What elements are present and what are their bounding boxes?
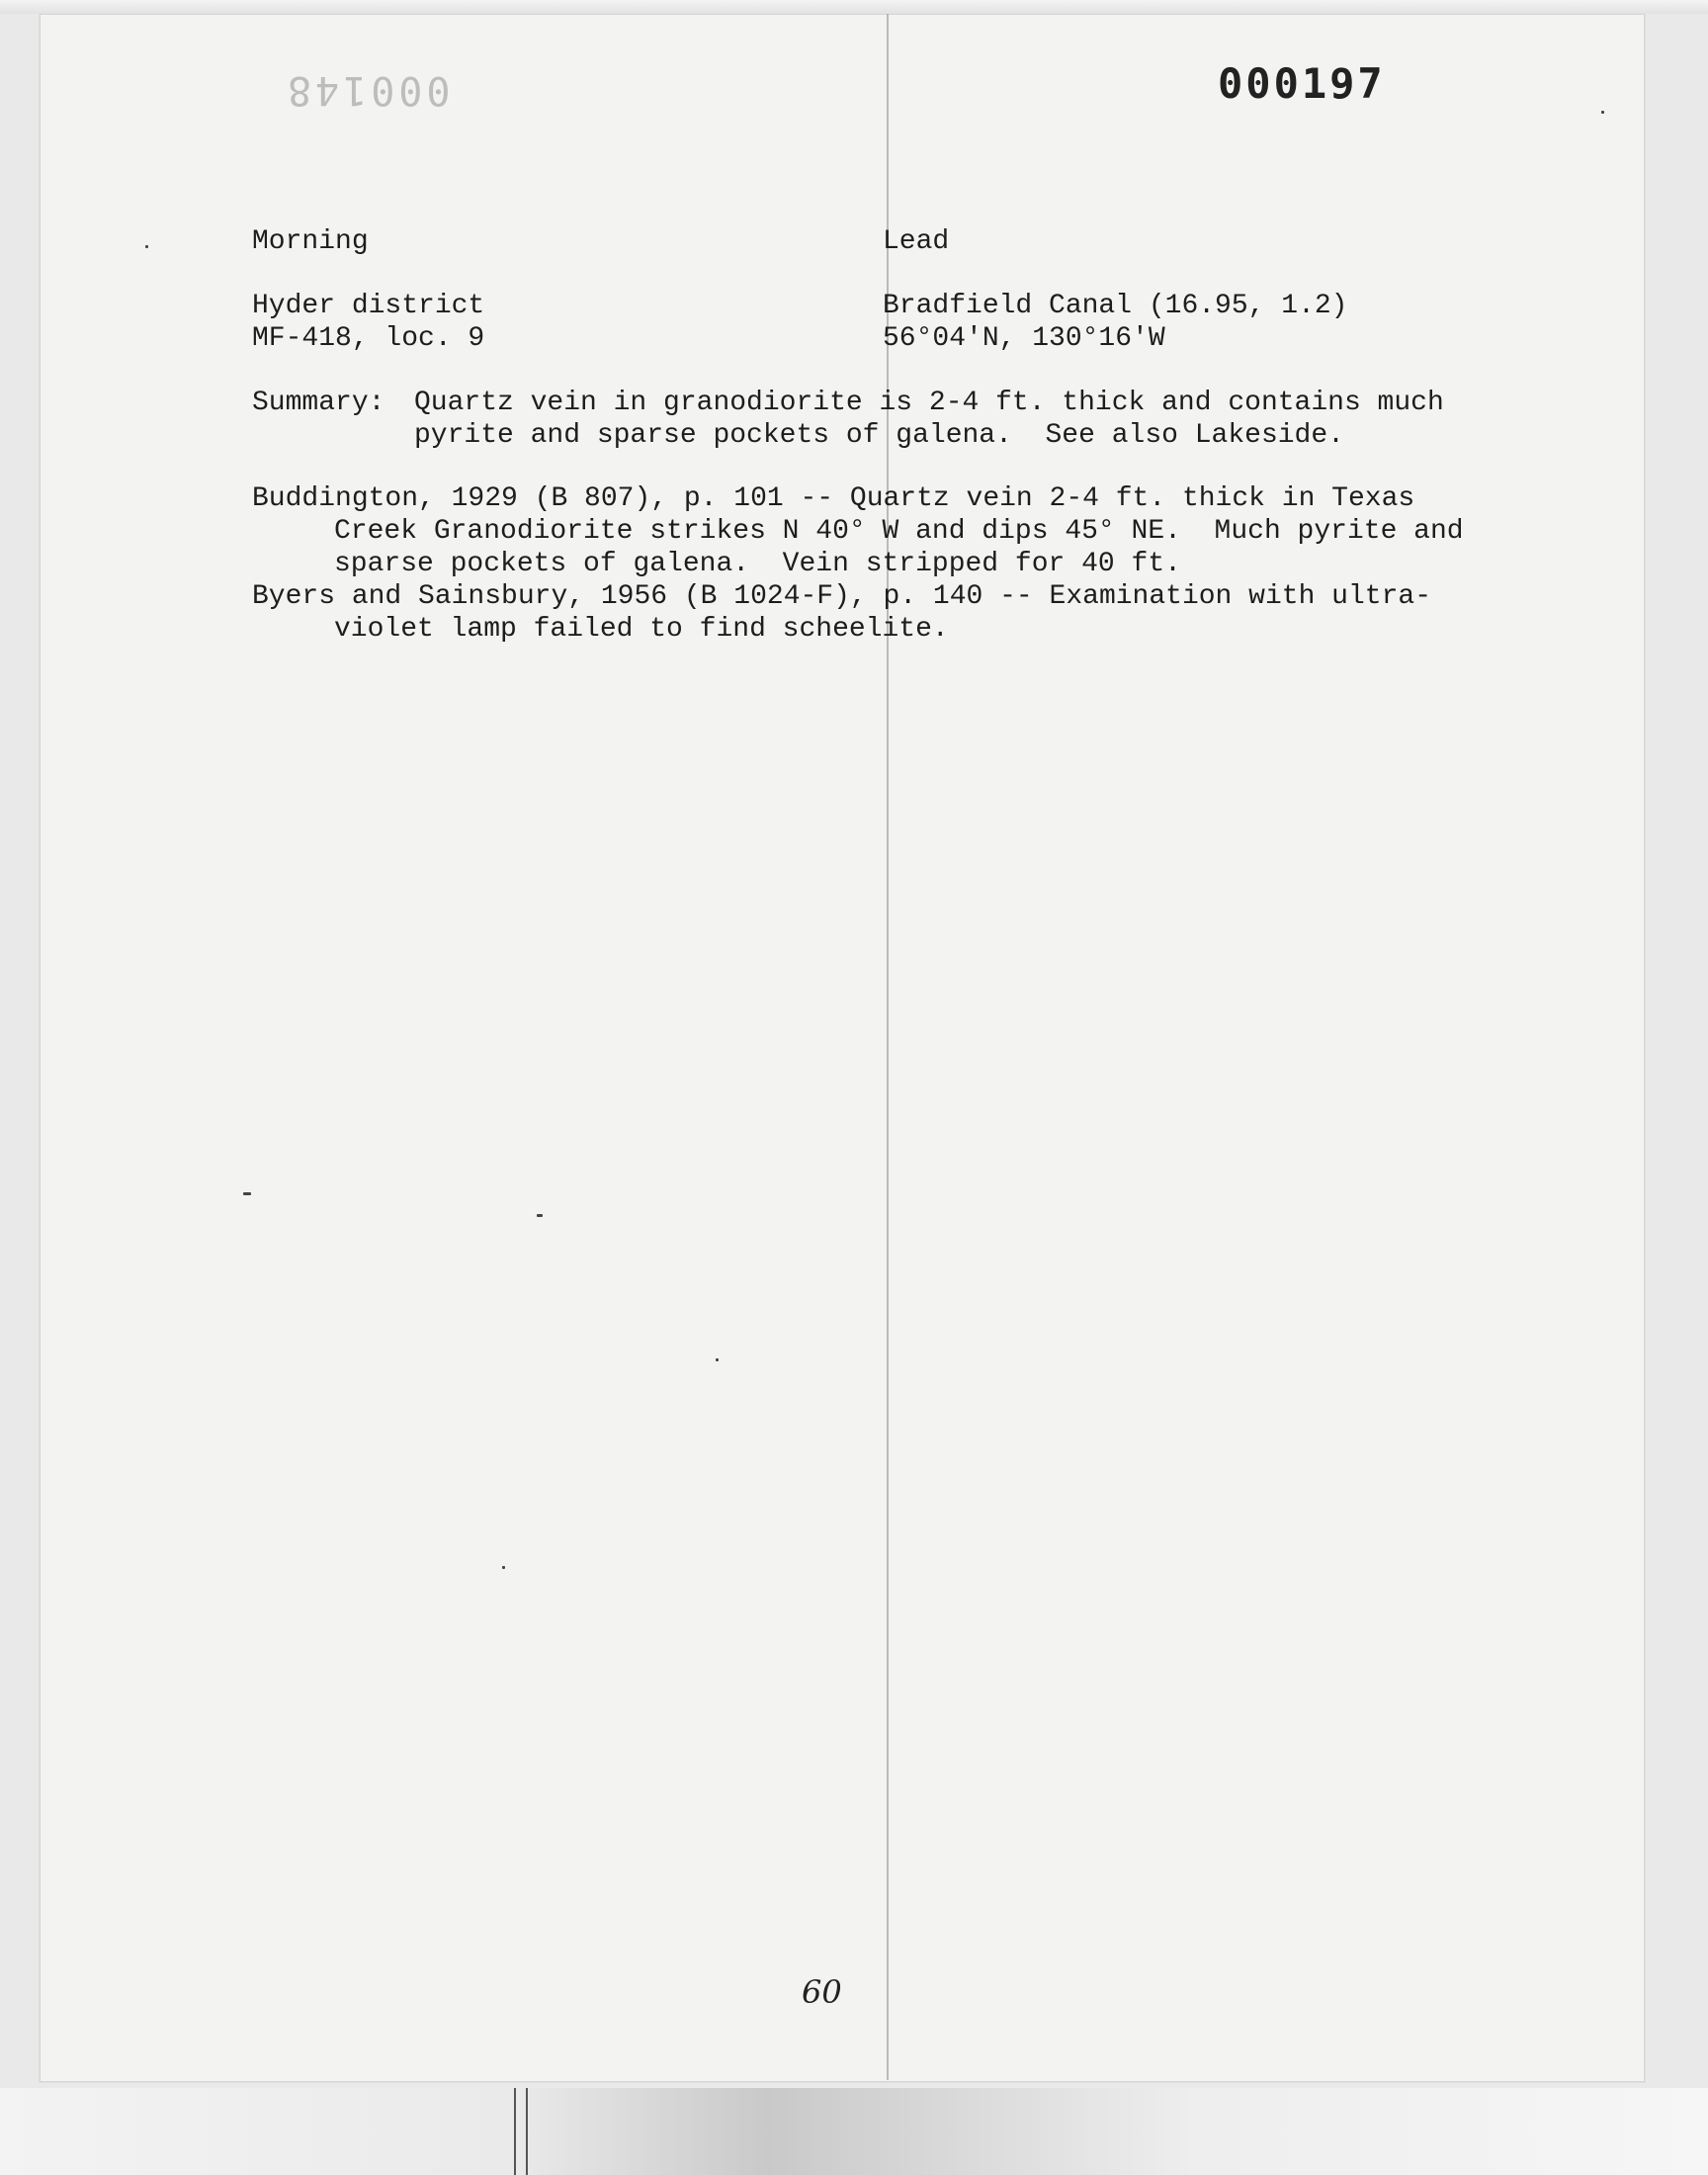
scanner-bottom-band bbox=[0, 2088, 1708, 2175]
scan-speck bbox=[502, 1566, 505, 1569]
reference-2-line-1: Byers and Sainsbury, 1956 (B 1024-F), p. 140 -- Examination with ultra- bbox=[252, 581, 1431, 612]
scan-speck bbox=[716, 1358, 719, 1361]
district: Hyder district bbox=[252, 291, 485, 321]
summary-line-2: pyrite and sparse pockets of galena. See also Lakeside. bbox=[414, 420, 1344, 451]
reference-1-line-1: Buddington, 1929 (B 807), p. 101 -- Quartz vein 2-4 ft. thick in Texas bbox=[252, 483, 1415, 514]
scanner-top-band bbox=[0, 0, 1708, 14]
deposit-name: Morning bbox=[252, 226, 369, 257]
scan-speck bbox=[145, 245, 148, 248]
scanner-edge-line bbox=[526, 2088, 528, 2175]
summary-label: Summary: bbox=[252, 388, 385, 418]
summary-line-1: Quartz vein in granodiorite is 2-4 ft. thick and contains much bbox=[414, 388, 1444, 418]
coordinates: 56°04'N, 130°16'W bbox=[883, 323, 1165, 354]
record-stamp-number: 000197 bbox=[1218, 59, 1386, 108]
scanner-edge-line bbox=[514, 2088, 516, 2175]
scan-speck bbox=[243, 1192, 251, 1195]
reference-1-line-3: sparse pockets of galena. Vein stripped for 40 ft. bbox=[334, 549, 1181, 579]
map-location: MF-418, loc. 9 bbox=[252, 323, 485, 354]
scan-speck bbox=[1601, 111, 1604, 114]
quadrangle: Bradfield Canal (16.95, 1.2) bbox=[883, 291, 1348, 321]
faint-stamp-number: 000148 bbox=[284, 67, 451, 113]
page-number: 60 bbox=[802, 1973, 842, 2011]
scan-speck bbox=[537, 1214, 543, 1217]
reference-1-line-2: Creek Granodiorite strikes N 40° W and dips 45° NE. Much pyrite and bbox=[334, 516, 1464, 547]
commodity: Lead bbox=[883, 226, 950, 257]
reference-2-line-2: violet lamp failed to find scheelite. bbox=[334, 614, 949, 645]
